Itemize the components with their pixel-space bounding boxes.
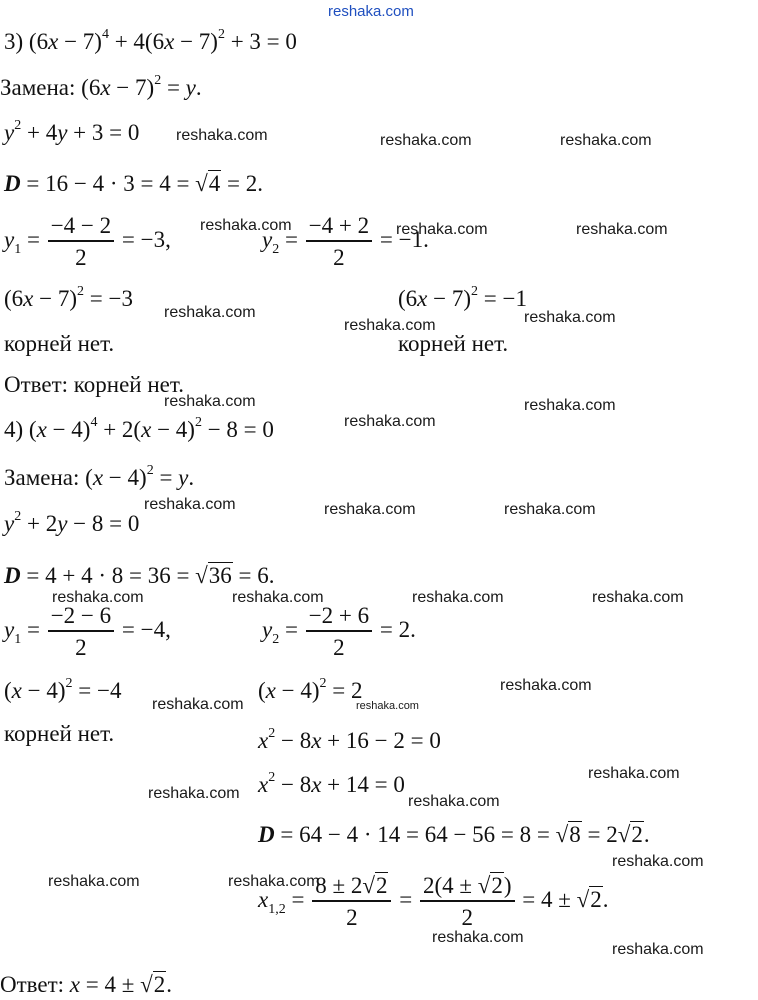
watermark: reshaka.com (612, 853, 704, 870)
p4-answer-label: Ответ: (0, 972, 65, 997)
p3-quadratic: $y^2 + 4y + 3 = 0$ (4, 118, 140, 145)
p4-number: 4) (4, 417, 24, 442)
p3-case2: $(6x - 7)^2 = -1$ (398, 284, 527, 311)
watermark: reshaka.com (228, 873, 320, 890)
p4-y1: $y_1$ = $\frac{-2 - 6}{2}$ = −4, (4, 603, 171, 660)
watermark: reshaka.com (324, 501, 416, 518)
p4-substitution: Замена: $(x - 4)^2 = y$. (4, 463, 195, 490)
watermark: reshaka.com (164, 393, 256, 410)
watermark: reshaka.com (500, 677, 592, 694)
p4-no-roots: корней нет. (4, 721, 115, 746)
p4-roots: $x_{1,2}$ = $\frac{8 \pm 2√2}{2}$ = $\frac{2(4 \pm √2)}{2}$ = 4 ± √2. (258, 873, 609, 930)
p4-simplified: $x^2 - 8x + 14 = 0$ (258, 770, 405, 797)
p4-expand: $x^2 - 8x + 16 - 2 = 0$ (258, 726, 441, 753)
p3-no-roots-1: корней нет. (4, 331, 115, 356)
watermark: reshaka.com (524, 397, 616, 414)
watermark: reshaka.com (152, 696, 244, 713)
watermark: reshaka.com (396, 221, 488, 238)
watermark: reshaka.com (380, 132, 472, 149)
watermark: reshaka.com (408, 793, 500, 810)
watermark: reshaka.com (344, 317, 436, 334)
p4-case1: $(x - 4)^2 = -4$ (4, 676, 122, 703)
p4-discriminant: D = 4 + 4 · 8 = 36 = √36 = 6. (4, 563, 275, 588)
p3-equation: 3) $(6x - 7)^4 + 4(6x - 7)^2 + 3 = 0$ (4, 27, 297, 54)
p4-discriminant-2: D = 64 − 4 · 14 = 64 − 56 = 8 = √8 = 2√2. (258, 822, 650, 847)
watermark: reshaka.com (560, 132, 652, 149)
p4-case2: $(x - 4)^2 = 2$ (258, 676, 363, 703)
watermark: reshaka.com (592, 589, 684, 606)
p4-y2: $y_2$ = $\frac{-2 + 6}{2}$ = 2. (262, 603, 416, 660)
watermark: reshaka.com (344, 413, 436, 430)
watermark: reshaka.com (356, 700, 419, 712)
watermark: reshaka.com (52, 589, 144, 606)
p3-answer: Ответ: корней нет. (4, 372, 184, 397)
p3-discriminant: D = 16 − 4 · 3 = 4 = √4 = 2. (4, 171, 264, 196)
watermark: reshaka.com (232, 589, 324, 606)
watermark: reshaka.com (504, 501, 596, 518)
watermark: reshaka.com (432, 929, 524, 946)
watermark: reshaka.com (576, 221, 668, 238)
p4-substitution-label: Замена: (4, 465, 80, 490)
p3-y2: $y_2$ = $\frac{-4 + 2}{2}$ = −1. (262, 213, 429, 270)
p3-substitution-label: Замена: (0, 75, 76, 100)
p3-substitution: Замена: $(6x - 7)^2 = y$. (0, 73, 202, 100)
p4-equation: 4) $(x - 4)^4 + 2(x - 4)^2 - 8 = 0$ (4, 415, 274, 442)
p3-case1: $(6x - 7)^2 = -3$ (4, 284, 133, 311)
p4-answer: Ответ: x = 4 ± √2. (0, 972, 172, 997)
watermark: reshaka.com (148, 785, 240, 802)
p3-y1: $y_1$ = $\frac{-4 - 2}{2}$ = −3, (4, 213, 171, 270)
watermark: reshaka.com (412, 589, 504, 606)
watermark: reshaka.com (176, 127, 268, 144)
watermark: reshaka.com (524, 309, 616, 326)
site-logo-text: reshaka.com (328, 3, 414, 20)
watermark: reshaka.com (48, 873, 140, 890)
watermark: reshaka.com (164, 304, 256, 321)
watermark: reshaka.com (588, 765, 680, 782)
watermark: reshaka.com (612, 941, 704, 958)
watermark: reshaka.com (144, 496, 236, 513)
watermark: reshaka.com (200, 217, 292, 234)
p3-no-roots-2: корней нет. (398, 331, 509, 356)
p4-quadratic: $y^2 + 2y - 8 = 0$ (4, 509, 140, 536)
p3-number: 3) (4, 29, 24, 54)
